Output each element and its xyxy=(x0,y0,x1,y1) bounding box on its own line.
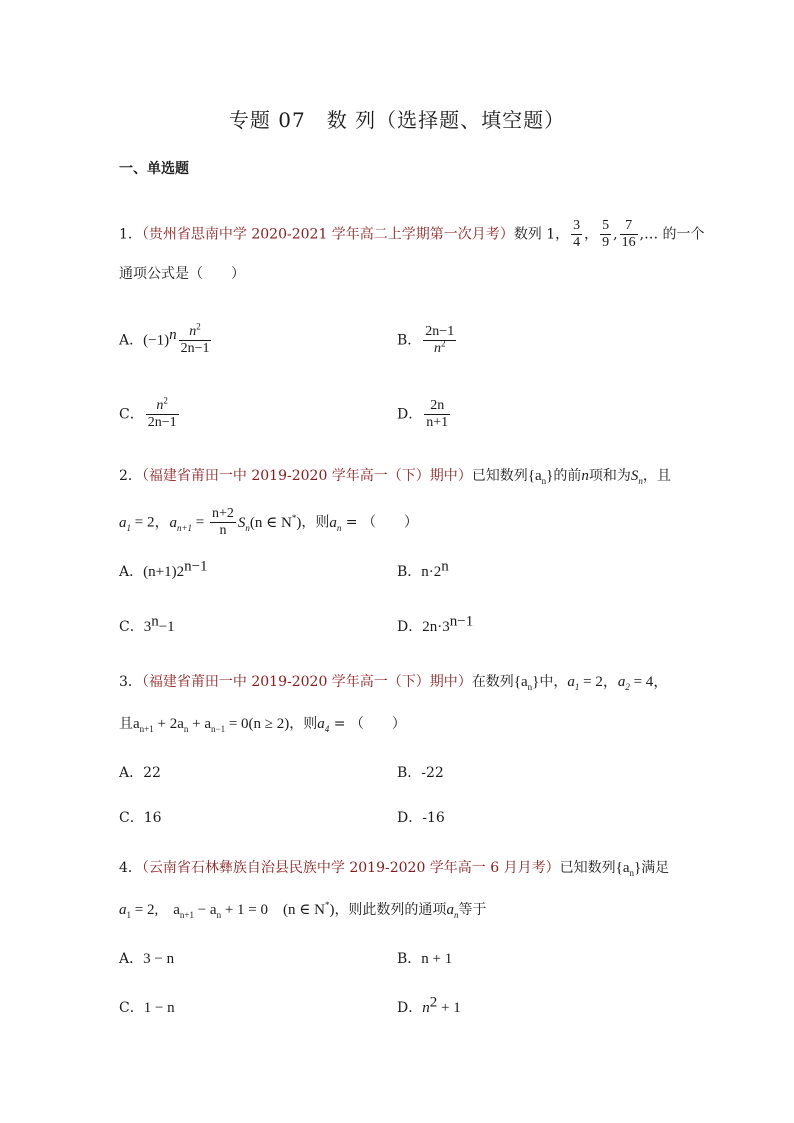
question-2-option-d[interactable]: D．$2n\cdot 3^{n-1}$ xyxy=(397,613,474,635)
question-3-option-b[interactable]: B．-22 xyxy=(397,765,444,781)
question-4-option-d[interactable]: D．$n^2 + 1$ xyxy=(397,994,461,1016)
question-2-option-a[interactable]: A．$(n+1)2^{n-1}$ xyxy=(119,558,208,580)
question-1-source: （贵州省思南中学 2020-2021 学年高二上学期第一次月考） xyxy=(141,226,514,243)
page-title: 专题 07 数 列（选择题、填空题） xyxy=(228,108,566,132)
question-2-option-c[interactable]: C．$3^n-1$ xyxy=(119,613,175,635)
question-4-source: （云南省石林彝族自治县民族中学 2019-2020 学年高一 6 月月考） xyxy=(141,860,560,876)
question-3-source: （福建省莆田一中 2019-2020 学年高一（下）期中） xyxy=(141,674,472,690)
question-2-source: （福建省莆田一中 2019-2020 学年高一（下）期中） xyxy=(141,468,472,484)
question-4-stem: 4．（云南省石林彝族自治县民族中学 2019-2020 学年高一 6 月月考）已知数列$\{a_n\}$满足 xyxy=(119,860,670,878)
question-4-stem-line2: $a_1 = 2$, $a_{n+1} - a_n + 1 = 0$ (n ∈ N*)，则此数列的通项$a_n$等于 xyxy=(119,900,487,920)
section-heading: 一、单选题 xyxy=(119,161,189,177)
question-1-option-a[interactable]: A．$(-1)^n$ $\frac{n^2}{2n-1}$ xyxy=(119,321,210,356)
question-4-option-b[interactable]: B．n + 1 xyxy=(397,951,453,967)
question-1-option-b[interactable]: B． $\frac{2n-1}{n^2}$ xyxy=(397,324,455,356)
question-4-option-a[interactable]: A．3 − n xyxy=(119,951,175,967)
question-1-option-d[interactable]: D． $\frac{2n}{n+1}$ xyxy=(397,398,449,430)
question-3-option-c[interactable]: C．16 xyxy=(119,810,162,826)
question-1-option-c[interactable]: C． $\frac{n^2}{2n-1}$ xyxy=(119,395,177,430)
question-2-stem: 2．（福建省莆田一中 2019-2020 学年高一（下）期中）已知数列$\{a_n\}$的前n项和为$S_n$，且 xyxy=(119,468,671,486)
question-3-stem: 3．（福建省莆田一中 2019-2020 学年高一（下）期中）在数列$\{a_n\}$中，$a_1 = 2$，$a_2 = 4$， xyxy=(119,674,669,692)
question-1-stem-line2: 通项公式是（ ） xyxy=(119,266,245,282)
question-2-stem-line2: $a_1 = 2$，$a_{n+1}$ = $\frac{n+2}{n}$ $S_n(n$ ∈ N*)，则$a_n$ = （ ） xyxy=(119,506,418,538)
question-4-option-c[interactable]: C．1 − n xyxy=(119,1000,175,1016)
question-2-option-b[interactable]: B．$n\cdot 2^n$ xyxy=(397,558,449,580)
question-3-stem-line2: 且$a_{n+1} + 2a_n + a_{n-1} = 0(n \ge 2)$，则$a_4$ = （ ） xyxy=(119,716,406,734)
question-3-option-d[interactable]: D．-16 xyxy=(397,810,445,826)
question-1-stem: 1．（贵州省思南中学 2020-2021 学年高二上学期第一次月考）数列 1， $\frac{3}{4}$ ， $\frac{5}{9}$ , $\frac{7}{16}$ ,… 的一个 xyxy=(119,218,705,250)
question-3-option-a[interactable]: A．22 xyxy=(119,765,161,781)
